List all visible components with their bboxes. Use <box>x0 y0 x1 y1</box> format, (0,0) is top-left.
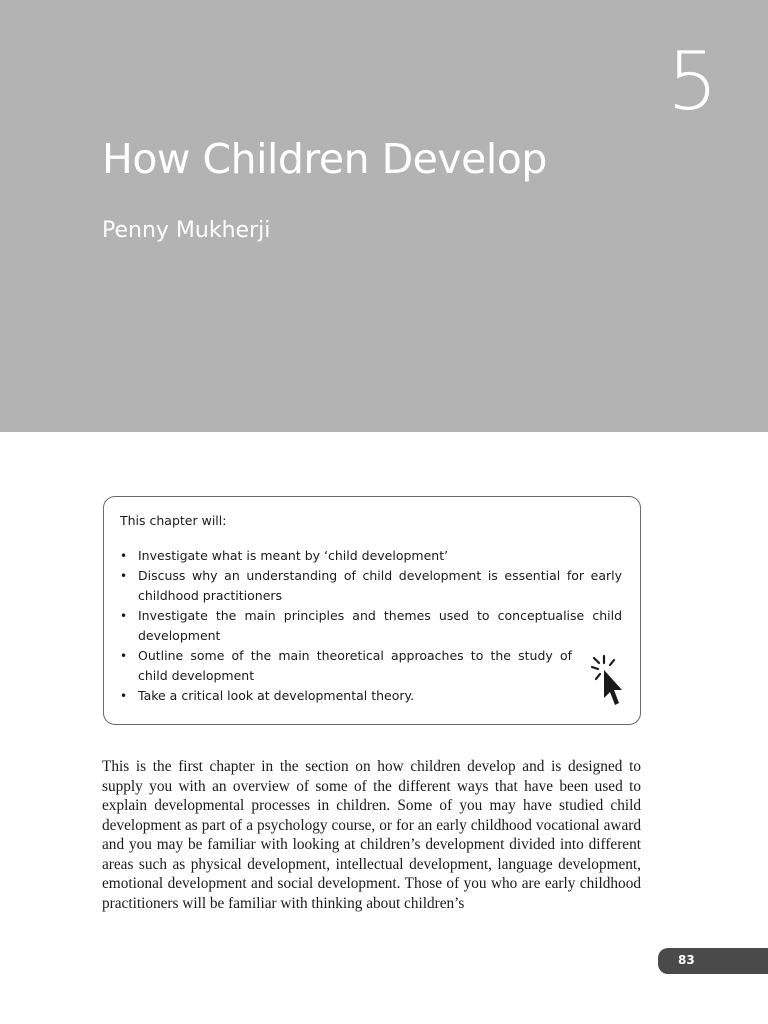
objective-item <box>120 606 622 646</box>
objective-text: Discuss why an understanding of child development is essential for early childhood practitioners <box>138 568 622 603</box>
objectives-intro: This chapter will: <box>120 513 227 528</box>
objective-text: Outline some of the main theoretical approaches to the study of child development <box>138 648 572 683</box>
objective-text: Investigate what is meant by ‘child development’ <box>138 548 449 563</box>
bullet-icon: • <box>120 569 128 583</box>
objective-item <box>120 566 622 606</box>
objectives-list <box>120 546 622 706</box>
chapter-header-band <box>0 0 768 432</box>
chapter-objectives-box <box>103 496 641 725</box>
chapter-author: Penny Mukherji <box>102 218 271 243</box>
objective-item <box>120 646 622 686</box>
objective-text: Take a critical look at developmental theory. <box>138 688 415 703</box>
page-number: 83 <box>678 953 695 967</box>
objective-item <box>120 686 622 706</box>
bullet-icon: • <box>120 549 128 563</box>
bullet-icon: • <box>120 649 128 663</box>
bullet-icon: • <box>120 609 128 623</box>
page-number-tab <box>658 948 768 974</box>
objective-item <box>120 546 622 566</box>
chapter-title: How Children Develop <box>102 135 547 183</box>
chapter-number: 5 <box>667 35 718 128</box>
bullet-icon: • <box>120 689 128 703</box>
body-paragraph: This is the first chapter in the section on how children develop and is designed to supply you with an overview of some of the different ways that have been used to explain developmental processes in children. Some of you may have studied child development as part of a psychology course, or for an early childhood vocational award and you may be familiar with looking at children’s development divided into different areas such as physical development, intellectual development, language development, emotional development and social development. Those of you who are early childhood practitioners will be familiar with thinking about children’s <box>102 758 641 912</box>
objective-text: Investigate the main principles and themes used to conceptualise child development <box>138 608 622 643</box>
cursor-click-icon <box>588 654 628 710</box>
